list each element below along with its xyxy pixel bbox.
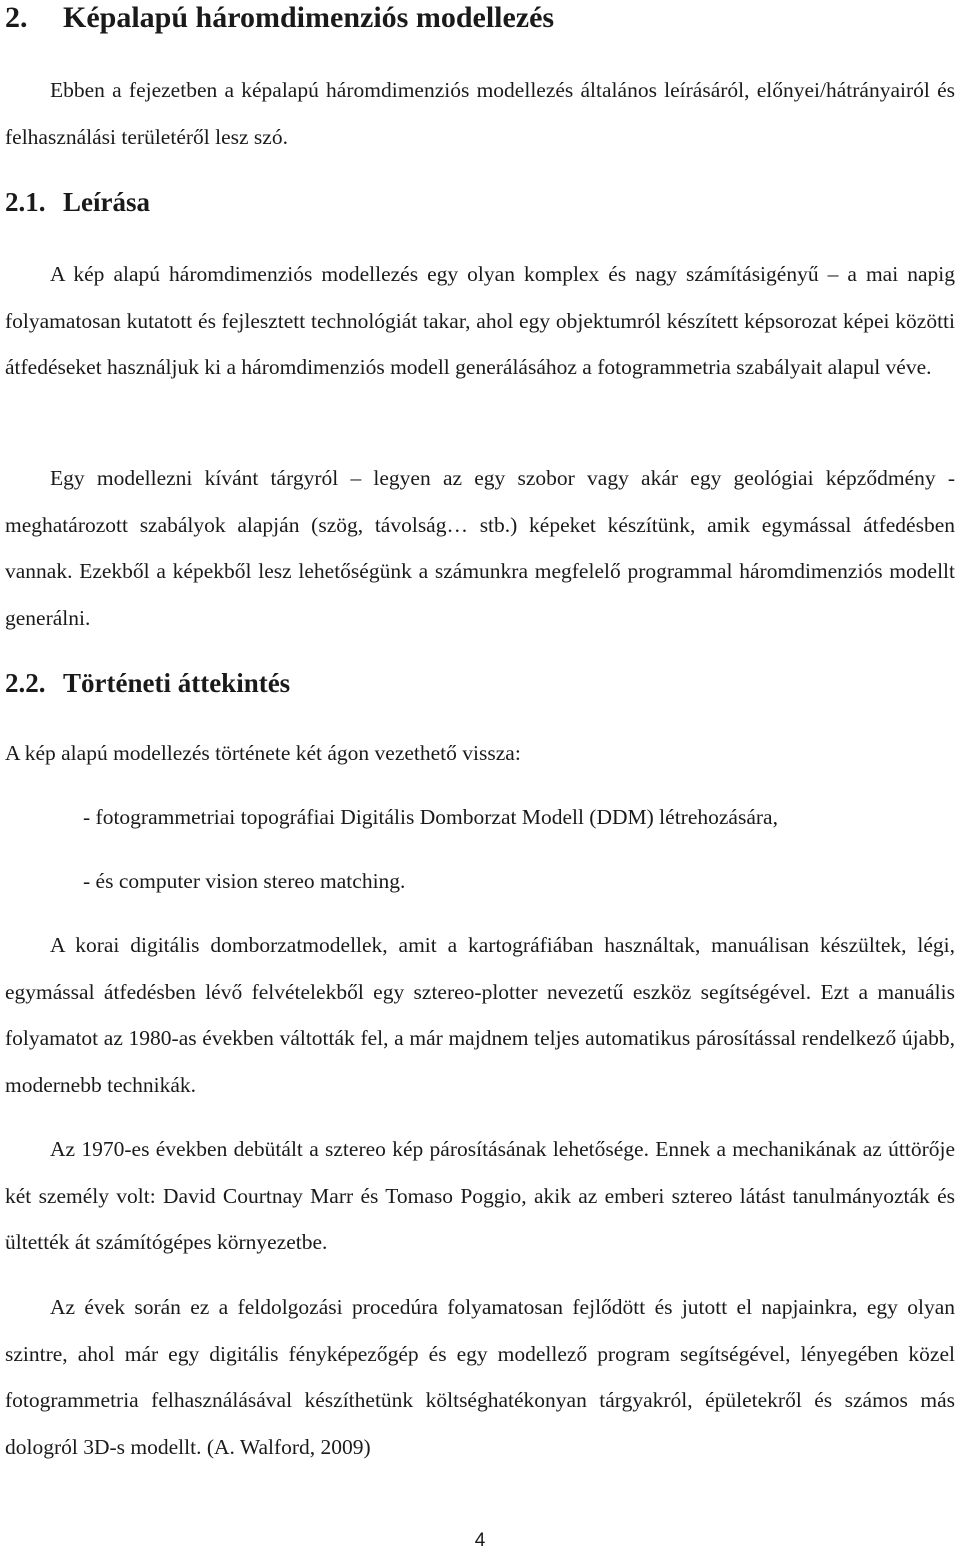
section1-paragraph-2: Egy modellezni kívánt tárgyról – legyen az egy szobor vagy akár egy geológiai képződmény - meghatározott szabályok alapján (szög, távolság… stb.) képeket készítünk, amik egymással átfedésben vannak. Ezekből a képekből lesz lehetőségünk a számunkra megfelelő programmal háromdimenziós modellt generálni. [5,466,955,630]
section-heading-torteneti [5,667,290,699]
list-item: - és computer vision stereo matching. [83,869,406,893]
chapter-heading [5,0,554,36]
section2-paragraph-1: A korai digitális domborzatmodellek, amit a kartográfiában használtak, manuálisan készültek, légi, egymással átfedésben lévő felvételekből egy sztereo-plotter nevezetű eszköz segítségével. Ezt a manuális folyamatot az 1980-as években váltották fel, a már majdnem teljes automatikus párosítással rendelkező újabb, modernebb technikák. [5,933,955,1097]
list-item: - fotogrammetriai topográfiai Digitális Domborzat Modell (DDM) létrehozására, [83,805,778,829]
section-title: Történeti áttekintés [63,668,291,698]
section2-paragraph-2: Az 1970-es években debütált a sztereo kép párosításának lehetősége. Ennek a mechanikának az úttörője két személy volt: David Courtnay Marr és Tomaso Poggio, akik az emberi sztereo látást tanulmányozták és ültették át számítógépes környezetbe. [5,1137,955,1254]
section-number: 2.1. [5,187,46,217]
section2-paragraph-3: Az évek során ez a feldolgozási procedúra folyamatosan fejlődött és jutott el napjainkra, egy olyan szintre, ahol már egy digitális fényképezőgép és egy modellező program segítségével, lényegében közel fotogrammetria felhasználásával készíthetünk költséghatékonyan tárgyakról, épületekről és számos más dologról 3D-s modellt. (A. Walford, 2009) [5,1295,955,1459]
chapter-title: Képalapú háromdimenziós modellezés [63,1,555,34]
section2-lead: A kép alapú modellezés története két ágon vezethető vissza: [5,741,521,765]
section-number: 2.2. [5,668,46,698]
intro-paragraph: Ebben a fejezetben a képalapú háromdimenziós modellezés általános leírásáról, előnyei/hátrányairól és felhasználási területéről lesz szó. [5,78,955,149]
section-heading-leirasa [5,186,150,218]
page-number: 4 [474,1530,486,1551]
section1-paragraph-1: A kép alapú háromdimenziós modellezés egy olyan komplex és nagy számításigényű – a mai napig folyamatosan kutatott és fejlesztett technológiát takar, ahol egy objektumról készített képsorozat képei közötti átfedéseket használjuk ki a háromdimenziós modell generálásához a fotogrammetria szabályait alapul véve. [5,262,955,379]
section-title: Leírása [63,187,150,217]
chapter-number: 2. [5,1,28,34]
